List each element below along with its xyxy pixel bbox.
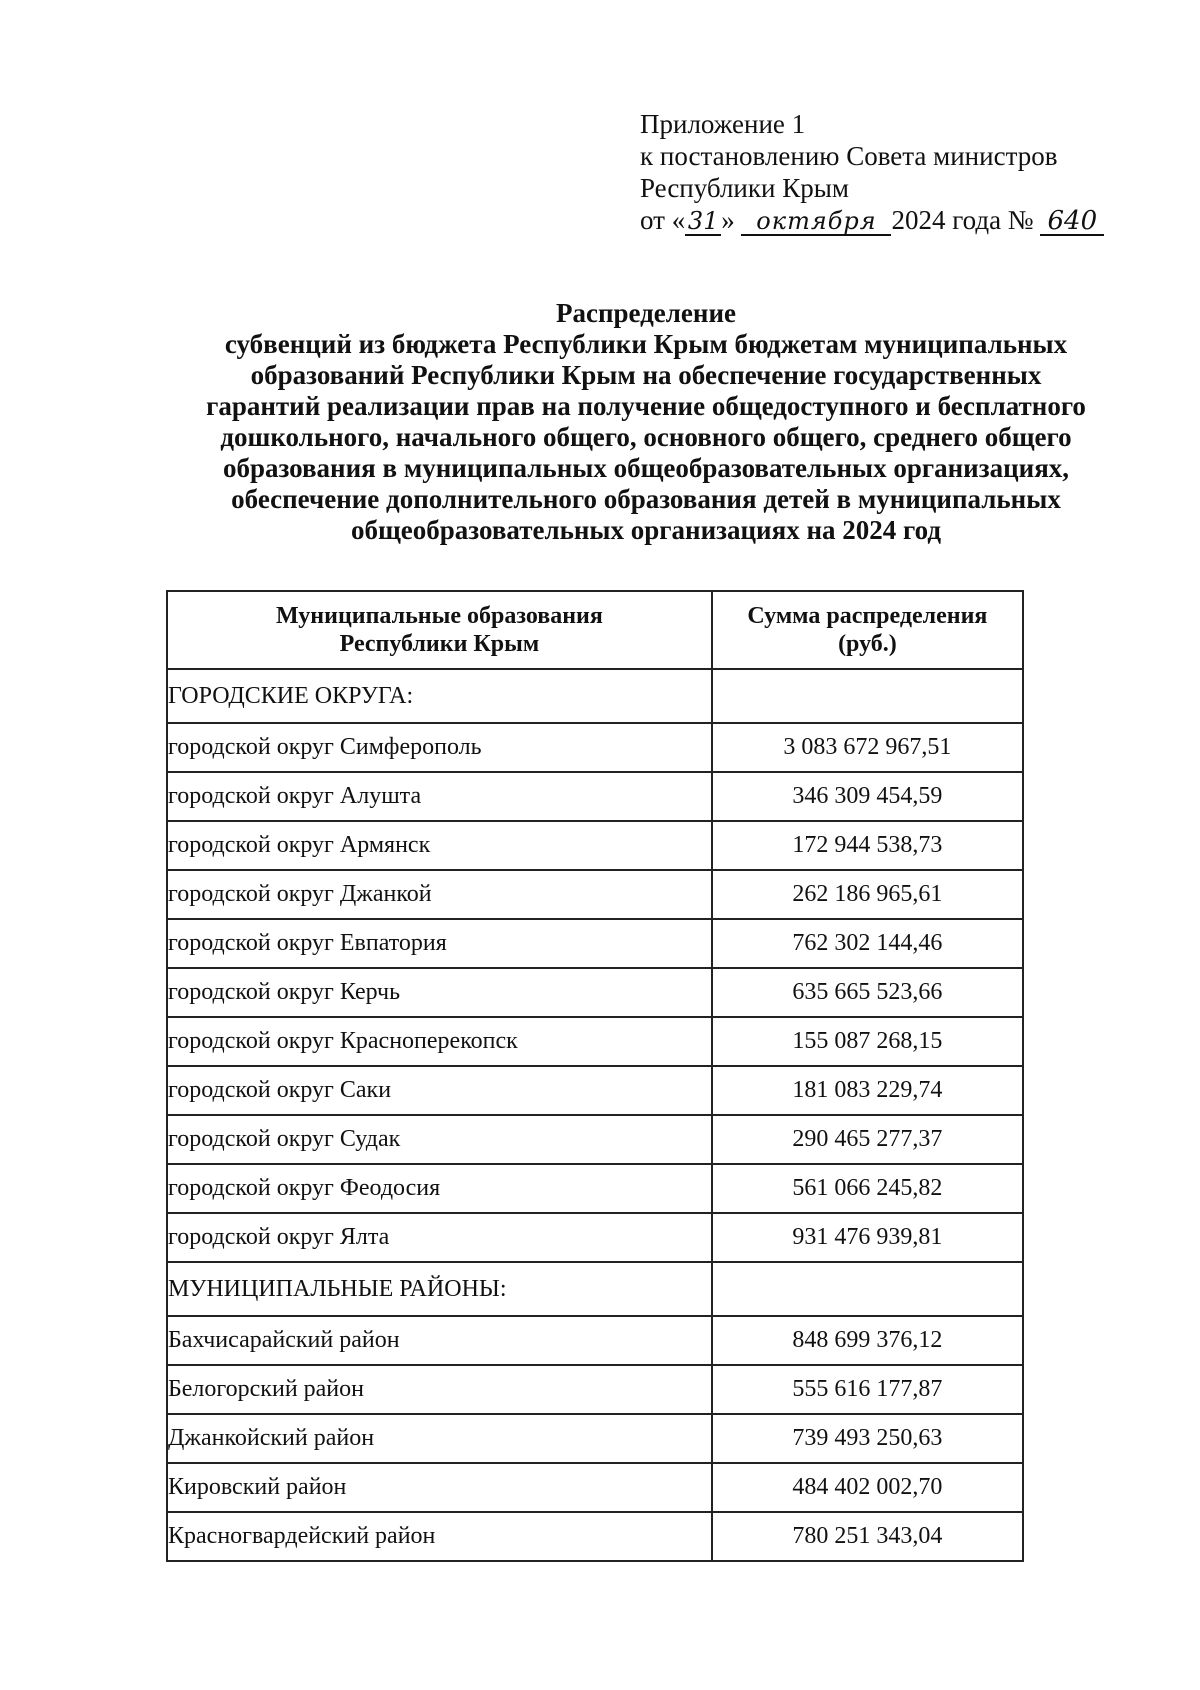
table-row (167, 1414, 1023, 1463)
row-sum (712, 1262, 1023, 1316)
row-sum: 155 087 268,15 (712, 1017, 1023, 1066)
table-row (167, 968, 1023, 1017)
row-name: ГОРОДСКИЕ ОКРУГА: (167, 669, 712, 723)
date-prefix: от « (640, 205, 686, 235)
document-title (120, 298, 1172, 546)
title-line: обеспечение дополнительного образования детей в муниципальных (231, 484, 1061, 514)
row-name: городской округ Красноперекопск (167, 1017, 712, 1066)
title-line: субвенций из бюджета Республики Крым бюджетам муниципальных (224, 329, 1068, 359)
handwritten-month: октября (741, 208, 891, 236)
row-name: городской округ Армянск (167, 821, 712, 870)
table-row (167, 919, 1023, 968)
row-name: Бахчисарайский район (167, 1316, 712, 1365)
row-name: городской округ Евпатория (167, 919, 712, 968)
table-row (167, 1164, 1023, 1213)
row-name: городской округ Джанкой (167, 870, 712, 919)
row-sum: 484 402 002,70 (712, 1463, 1023, 1512)
row-name: Кировский район (167, 1463, 712, 1512)
title-heading: Распределение (555, 298, 737, 328)
table-row (167, 1115, 1023, 1164)
appendix-resolution: к постановлению Совета министров (640, 141, 1058, 171)
row-name: городской округ Феодосия (167, 1164, 712, 1213)
row-sum: 635 665 523,66 (712, 968, 1023, 1017)
date-year: 2024 года № (891, 205, 1034, 235)
table-row (167, 1066, 1023, 1115)
distribution-table (166, 590, 1024, 1562)
header-sum: Сумма распределения (руб.) (712, 591, 1023, 669)
handwritten-day: 31 (685, 208, 721, 236)
row-name: городской округ Судак (167, 1115, 712, 1164)
row-sum: 555 616 177,87 (712, 1365, 1023, 1414)
title-line: гарантий реализации прав на получение общедоступного и бесплатного (206, 391, 1086, 421)
title-line: общеобразовательных организациях на 2024 год (351, 515, 941, 545)
table-row (167, 1316, 1023, 1365)
row-name: Белогорский район (167, 1365, 712, 1414)
section-row-urban-districts (167, 669, 1023, 723)
appendix-republic: Республики Крым (640, 173, 849, 203)
appendix-date-line (640, 204, 1104, 236)
table-row (167, 821, 1023, 870)
title-line: образований Республики Крым на обеспечение государственных (250, 360, 1042, 390)
row-sum: 181 083 229,74 (712, 1066, 1023, 1115)
row-sum (712, 669, 1023, 723)
row-sum: 848 699 376,12 (712, 1316, 1023, 1365)
header-municipality: Муниципальные образования Республики Крым (167, 591, 712, 669)
table-row (167, 1213, 1023, 1262)
appendix-block (640, 108, 1104, 236)
handwritten-doc-number: 640 (1040, 208, 1104, 236)
section-row-municipal-districts (167, 1262, 1023, 1316)
table-row (167, 772, 1023, 821)
title-line: образования в муниципальных общеобразовательных организациях, (222, 453, 1070, 483)
row-sum: 931 476 939,81 (712, 1213, 1023, 1262)
table-row (167, 1463, 1023, 1512)
row-name: городской округ Алушта (167, 772, 712, 821)
table-row (167, 1017, 1023, 1066)
row-sum: 561 066 245,82 (712, 1164, 1023, 1213)
row-name: городской округ Симферополь (167, 723, 712, 772)
row-sum: 346 309 454,59 (712, 772, 1023, 821)
row-name: городской округ Керчь (167, 968, 712, 1017)
row-sum: 3 083 672 967,51 (712, 723, 1023, 772)
row-sum: 762 302 144,46 (712, 919, 1023, 968)
row-sum: 780 251 343,04 (712, 1512, 1023, 1561)
row-name: Красногвардейский район (167, 1512, 712, 1561)
table-row (167, 870, 1023, 919)
title-line: дошкольного, начального общего, основного общего, среднего общего (220, 422, 1072, 452)
row-name: городской округ Ялта (167, 1213, 712, 1262)
row-sum: 172 944 538,73 (712, 821, 1023, 870)
row-name: городской округ Саки (167, 1066, 712, 1115)
row-sum: 262 186 965,61 (712, 870, 1023, 919)
row-name: МУНИЦИПАЛЬНЫЕ РАЙОНЫ: (167, 1262, 712, 1316)
table-row (167, 723, 1023, 772)
table-row (167, 1365, 1023, 1414)
table-row (167, 1512, 1023, 1561)
row-sum: 290 465 277,37 (712, 1115, 1023, 1164)
appendix-title: Приложение 1 (640, 109, 806, 139)
date-mid: » (721, 205, 735, 235)
row-sum: 739 493 250,63 (712, 1414, 1023, 1463)
row-name: Джанкойский район (167, 1414, 712, 1463)
table-header-row (167, 591, 1023, 669)
